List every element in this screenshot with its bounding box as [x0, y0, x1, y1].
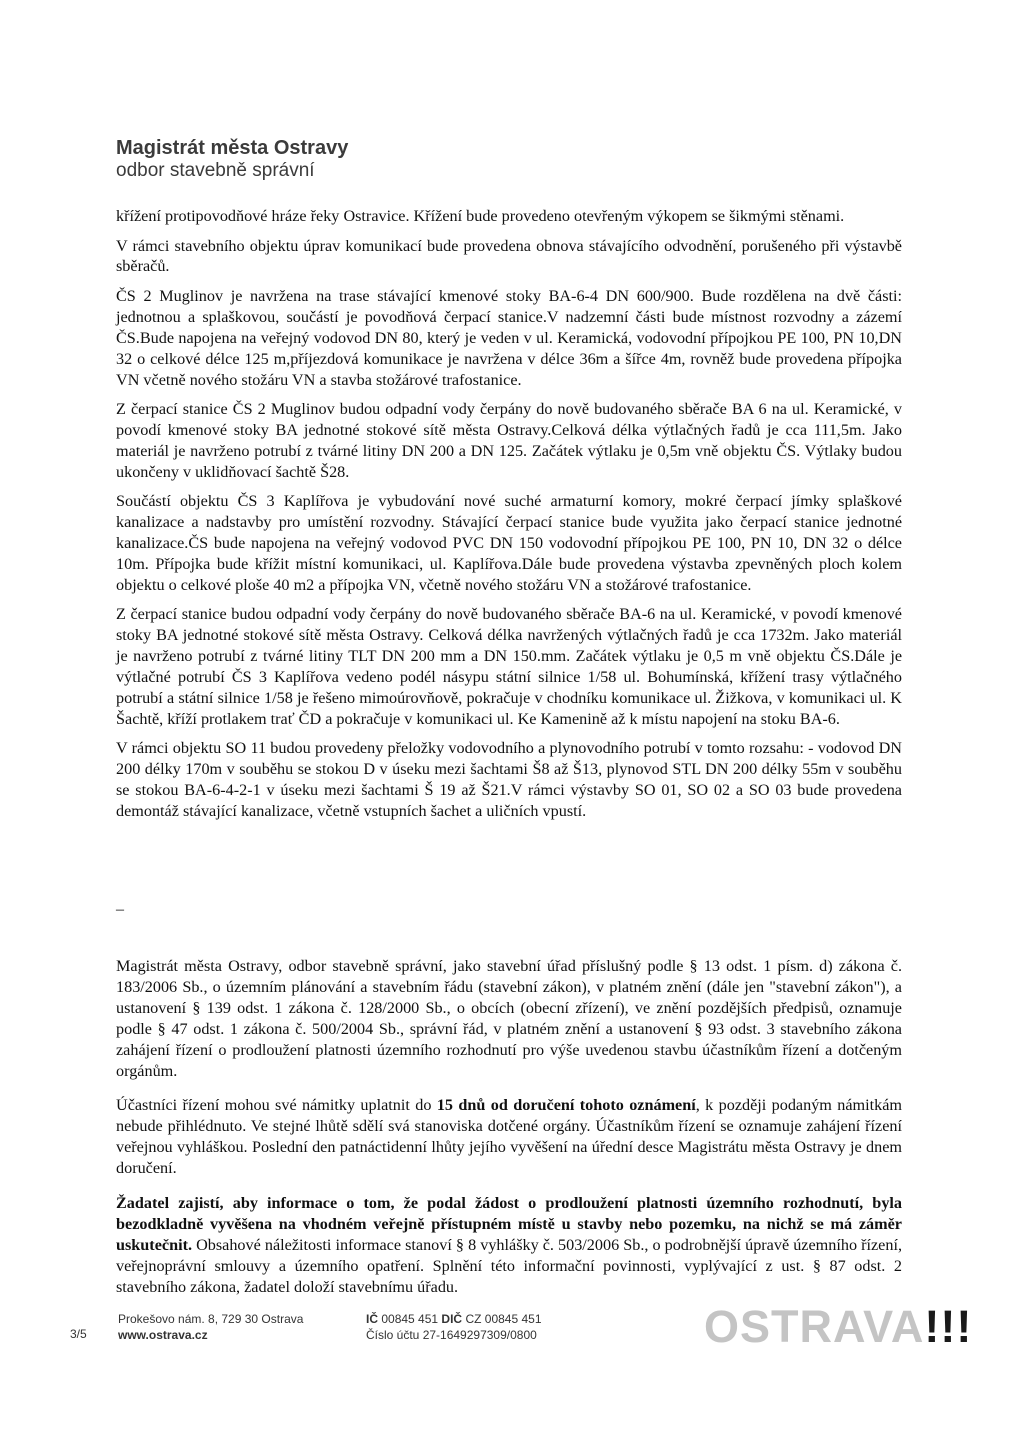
separator-dash: – — [116, 901, 124, 918]
objections-paragraph — [116, 1095, 902, 1179]
ostrava-logo — [704, 1302, 972, 1352]
ic-value: 00845 451 — [381, 1312, 439, 1326]
paragraph: křížení protipovodňové hráze řeky Ostravice. Křížení bude provedeno otevřeným výkopem se šikmými stěnami. — [116, 207, 845, 225]
objections-text-after: , k později podaným námitkám nebude přihlédnuto. Ve stejné lhůtě sdělí svá stanoviska dotčené orgány. Účastníkům řízení se oznamuje zahájení řízení veřejnou vyhláškou. Poslední den patnáctidenní lhůty jejího vyvěšení na úřední desce Magistrátu města Ostravy je dnem doručení. — [116, 1096, 903, 1178]
dic-label: DIČ — [441, 1312, 463, 1326]
dic-value: CZ 00845 451 — [465, 1312, 542, 1326]
notice-section — [116, 956, 902, 1310]
paragraph: V rámci stavebního objektu úprav komunikací bude provedena obnova stávajícího odvodnění, porušeného při výstavbě sběračů. — [116, 236, 902, 276]
logo-marks: !!! — [924, 1301, 973, 1352]
notice-paragraph: Magistrát města Ostravy, odbor stavebně správní, jako stavební úřad příslušný podle § 13 odst. 1 písm. d) zákona č. 183/2006 Sb., o územním plánování a stavebním řádu (stavební zákon), v platném znění (dále jen "stavební zákon"), a ustanovení § 139 odst. 1 zákona č. 128/2000 Sb., o obcích (obecní zřízení), ve znění pozdějších předpisů, oznamuje podle § 47 odst. 1 zákona č. 500/2004 Sb., správní řád, v platném znění a ustanovení § 93 odst. 3 stavebního zákona zahájení řízení o prodloužení platnosti územního rozhodnutí pro výše uvedenou stavbu účastníkům řízení a dotčeným orgánům. — [116, 957, 902, 1080]
footer-tax-ids — [366, 1311, 542, 1327]
paragraph: V rámci objektu SO 11 budou provedeny přeložky vodovodního a plynovodního potrubí v tomto rozsahu: - vodovod DN 200 délky 170m v souběhu se stokou D v úseku mezi šachtami Š8 až Š13, plynovod STL DN 200 délky 55m v souběhu se stokou BA-6-4-2-1 v úseku mezi šachtami Š 19 až Š21.V rámci výstavby SO 01, SO 02 a SO 03 bude provedena demontáž stávající kanalizace, včetně vstupních šachet a uličních vpustí. — [116, 739, 902, 821]
objections-deadline: 15 dnů od doručení tohoto oznámení — [436, 1096, 696, 1115]
letterhead — [116, 136, 348, 182]
paragraph: Z čerpací stanice budou odpadní vody čerpány do nově budovaného sběrače BA-6 na ul. Keramické, v povodí kmenové stoky BA jednotné stokové sítě města Ostravy. Celková délka navržených výtlačných řadů je cca 1732m. Jako materiál je navrženo potrubí z tvárné litiny TLT DN 200 mm a DN 150.mm. Začátek výtlaku je 0,5 m vně objektu ČS.Dále je výtlačné potrubí ČS 3 Kaplířova vedeno podél násypu státní silnice 1/58 ul. Bohumínská, křížení trasy výtlačného potrubí a státní silnice 1/58 je řešeno mimoúrovňově, pokračuje v chodníku komunikace ul. Žižkova, v komunikaci ul. K Šachtě, kříží protlakem trať ČD a pokračuje v komunikaci ul. Ke Kamenině až k místu napojení na stoku BA-6. — [116, 605, 902, 728]
page-number: 3/5 — [70, 1327, 87, 1341]
footer-website: www.ostrava.cz — [118, 1328, 208, 1342]
objections-text: Účastníci řízení mohou své námitky uplatnit do — [116, 1096, 437, 1115]
footer-address-block — [118, 1311, 303, 1343]
footer-account: Číslo účtu 27-1649297309/0800 — [366, 1328, 537, 1342]
document-body — [116, 206, 902, 831]
paragraph: ČS 2 Muglinov je navržena na trase stávající kmenové stoky BA-6-4 DN 600/900. Bude rozdělena na dvě části: jednotnou a splaškovou, součástí je povodňová čerpací stanice.V nadzemní části bude místnost rozvodny a zázemí ČS.Bude napojena na veřejný vodovod DN 80, který je veden v ul. Keramická, vodovodní přípojkou PE 100, PN 10,DN 32 o celkové délce 125 m,příjezdová komunikace je navržena v délce 36m a šířce 4m, rovněž bude provedena přípojka VN včetně nového stožáru VN a stavba stožárové trafostanice. — [116, 286, 902, 389]
footer-ids-block — [366, 1311, 542, 1343]
applicant-paragraph — [116, 1193, 902, 1298]
applicant-obligation: Žadatel zajistí, aby informace o tom, že podal žádost o prodloužení platnosti územního rozhodnutí, byla bezodkladně vyvěšena na vhodném veřejně přístupném místě u stavby nebo pozemku, na nichž se má záměr uskutečnit. — [116, 1194, 902, 1254]
logo-text: OSTRAVA — [704, 1301, 925, 1352]
department-name: odbor stavebně správní — [116, 160, 315, 181]
paragraph: Z čerpací stanice ČS 2 Muglinov budou odpadní vody čerpány do nově budovaného sběrače BA 6 na ul. Keramické, v povodí kmenové stoky BA jednotné stokové sítě města Ostravy.Celková délka výtlačných řadů je cca 111,5m. Jako materiál je navrženo potrubí z tvárné litiny DN 200 a DN 125. Začátek výtlaku je 0,5m vně objektu ČS. Výtlaky budou ukončeny v uklidňovací šachtě Š28. — [116, 400, 902, 481]
organization-name: Magistrát města Ostravy — [116, 137, 349, 159]
footer-address: Prokešovo nám. 8, 729 30 Ostrava — [118, 1312, 304, 1326]
ic-label: IČ — [366, 1312, 378, 1326]
paragraph: Součástí objektu ČS 3 Kaplířova je vybudování nové suché armaturní komory, mokré čerpací jímky splaškové kanalizace a nadstavby pro umístění rozvodny. Stávající čerpací stanice bude využita jako čerpací stanice jednotné kanalizace.ČS bude napojena na veřejný vodovod PVC DN 150 vodovodní přípojkou PE 100, PN 10, DN 32 o délce 10m. Přípojka bude křížit místní komunikaci, ul. Kaplířova.Dále bude provedena výstavba zpevněných ploch kolem objektu o celkové ploše 40 m2 a přípojka VN, včetně nového stožáru VN a stožárové trafostanice. — [116, 492, 902, 594]
applicant-details: Obsahové náležitosti informace stanoví § 8 vyhlášky č. 503/2006 Sb., o podrobnější úpravě územního řízení, veřejnoprávní smlouvy a územního opatření. Splnění této informační povinnosti, vyplývající z ust. § 87 odst. 2 stavebního zákona, žadatel doloží stavebnímu úřadu. — [116, 1235, 902, 1296]
